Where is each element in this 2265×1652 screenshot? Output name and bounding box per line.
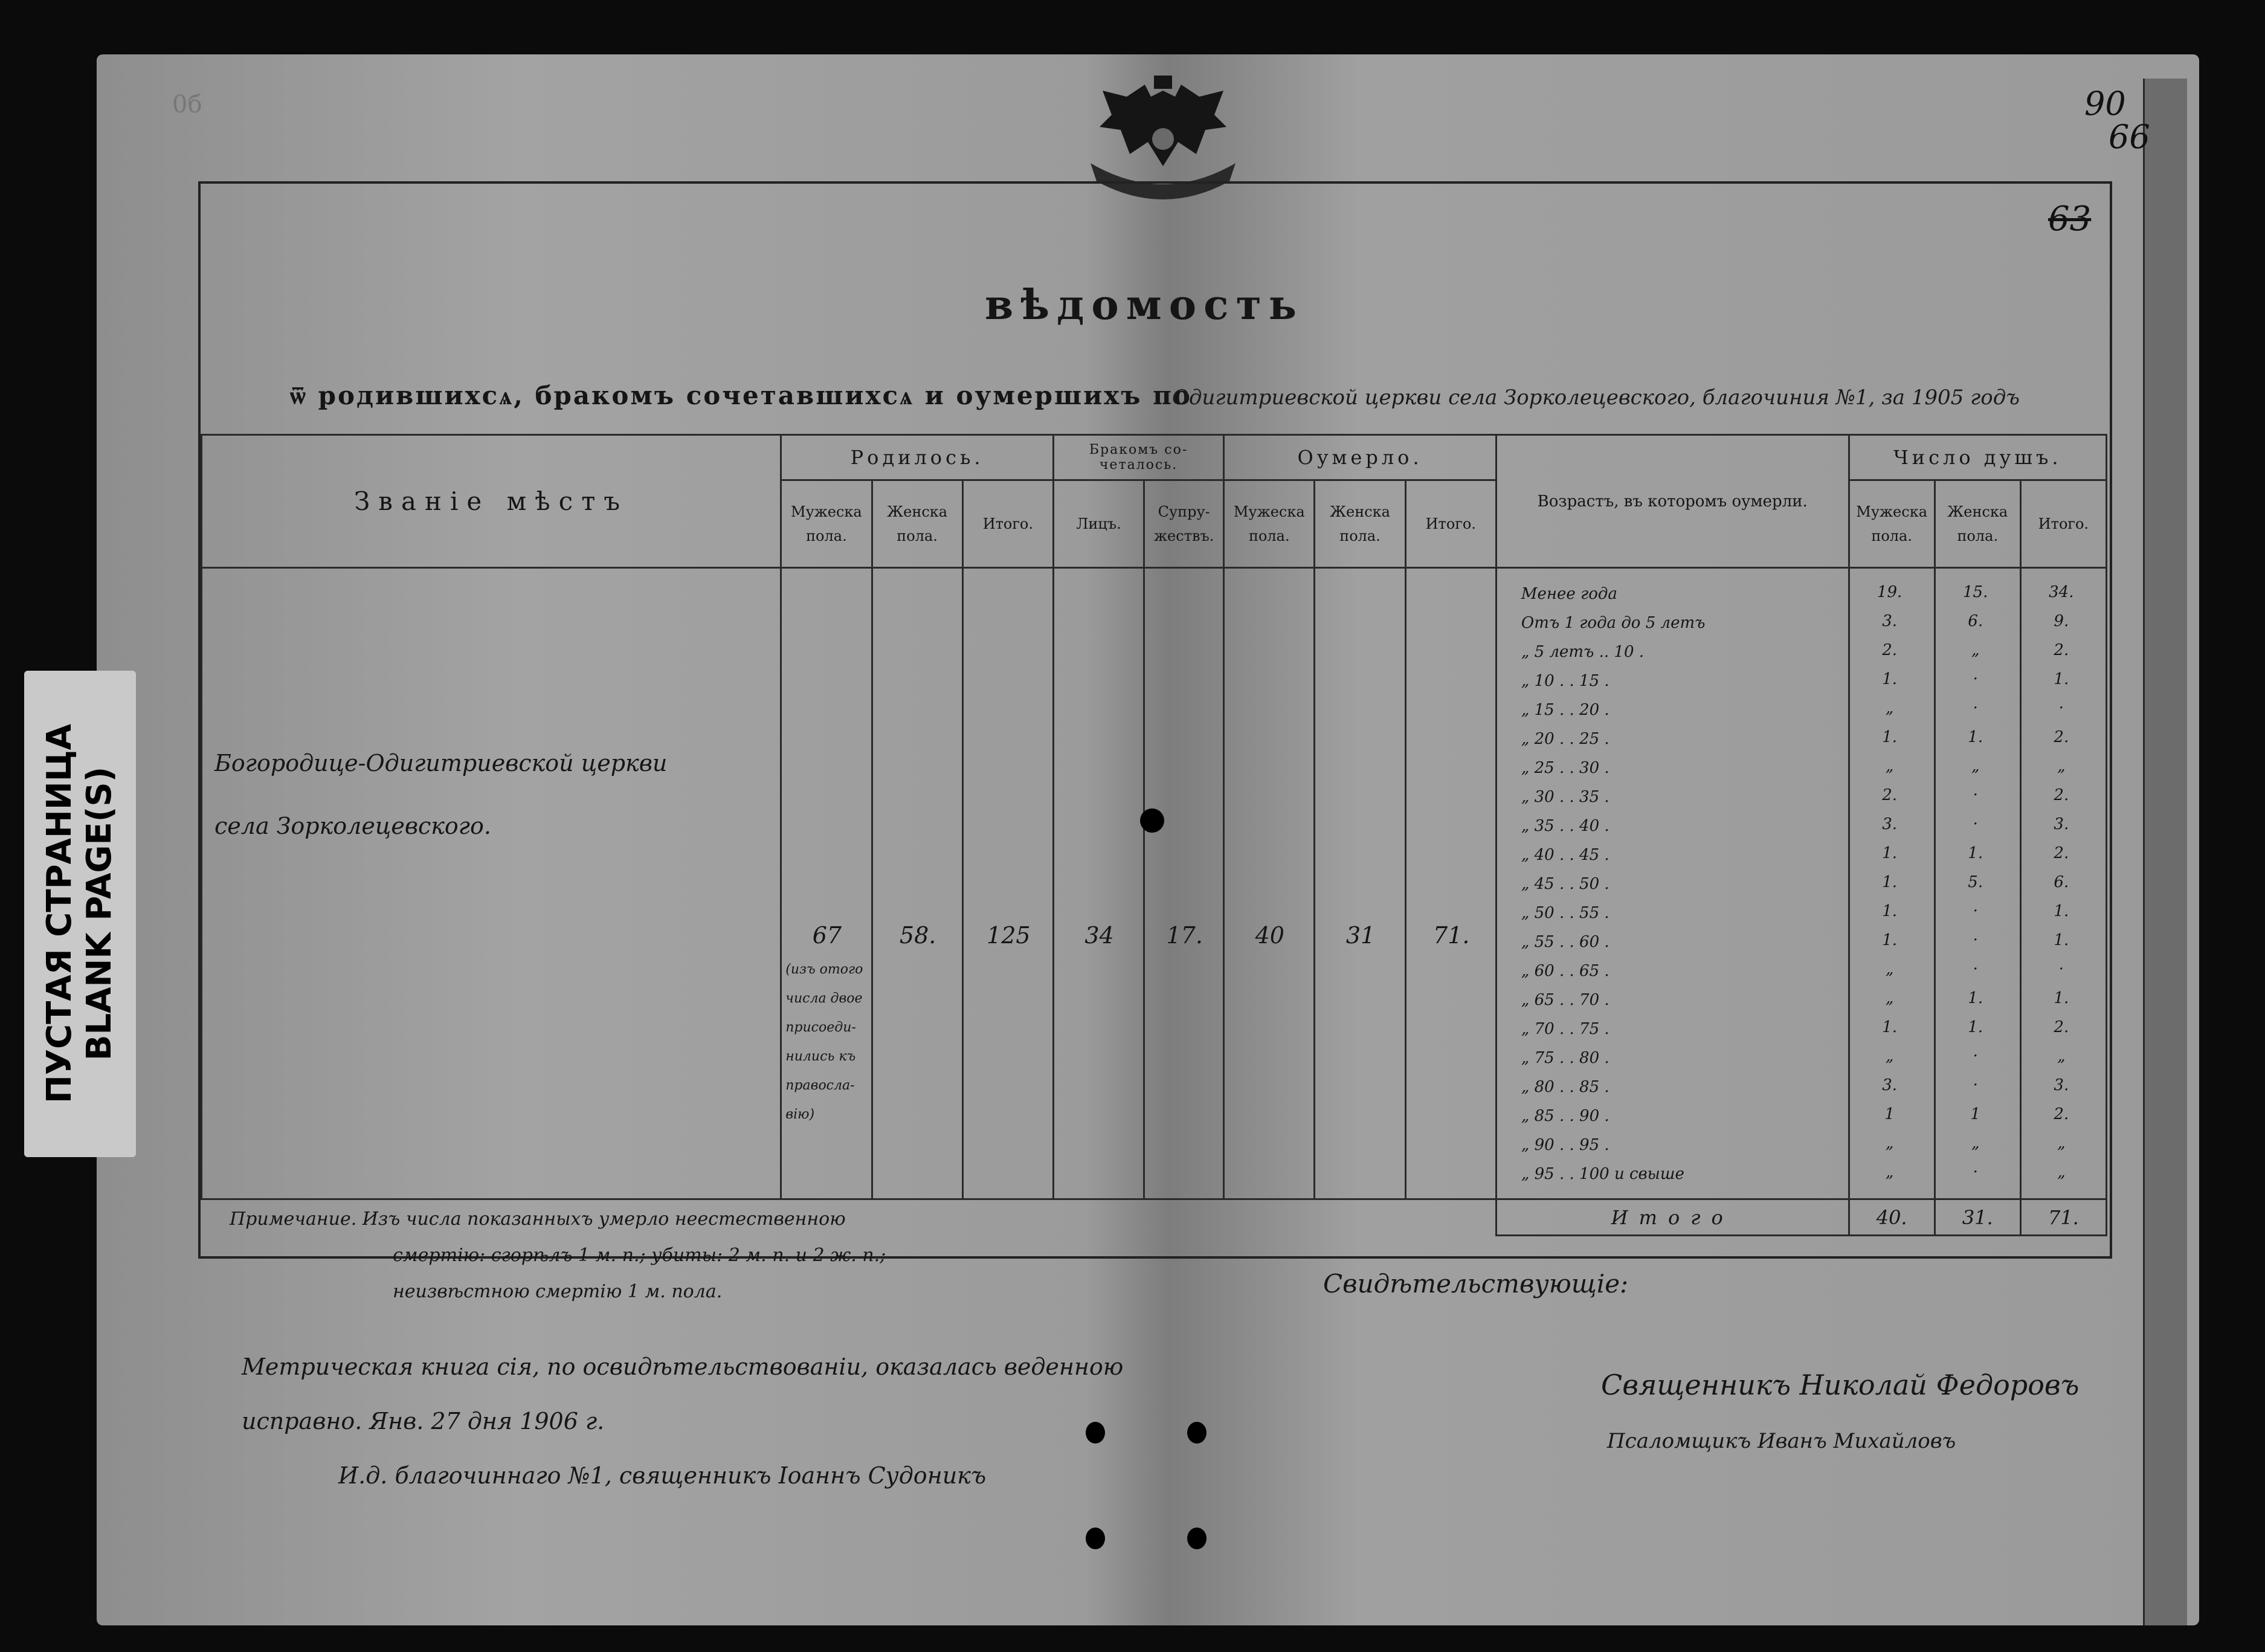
souls-value: „ — [1885, 960, 1894, 978]
age-cell — [1496, 568, 1849, 1199]
witness-label: Свидѣтельствующiе: — [1323, 1269, 1629, 1299]
souls-value: 3. — [1882, 612, 1897, 630]
register-table — [201, 434, 2107, 1236]
died-female-cell — [1315, 568, 1405, 1199]
marriages-cell — [1144, 568, 1224, 1199]
couples-cell — [1053, 568, 1144, 1199]
souls-value: „ — [2057, 1134, 2066, 1152]
archive-tab-line-ru: ПУСТАЯ СТРАНИЦА — [40, 723, 79, 1104]
souls-value: 1. — [2054, 989, 2069, 1007]
age-row — [1497, 986, 1848, 1015]
reader-signature: Псаломщикъ Иванъ Михайловъ — [1607, 1429, 1956, 1453]
born-male-cell — [781, 568, 872, 1199]
marriages-header: Супру-жествъ. — [1144, 480, 1224, 568]
souls-value: · — [2058, 960, 2064, 978]
souls-value: 3. — [2054, 815, 2069, 833]
archive-tab-label — [40, 724, 120, 1103]
souls-value: 3. — [2054, 1076, 2069, 1094]
binding-hole — [1187, 1422, 1207, 1444]
place-cell — [202, 568, 781, 1199]
binding-hole — [1140, 808, 1164, 833]
souls-value: 5. — [1968, 873, 1983, 891]
souls-value: 1. — [1968, 1018, 1983, 1036]
page-edge — [2143, 79, 2187, 1625]
born-header: Родилось. — [781, 435, 1054, 480]
souls-value: „ — [1885, 989, 1894, 1007]
died-total-cell — [1405, 568, 1496, 1199]
born-remark — [785, 955, 863, 1129]
died-female-value: 31 — [1345, 922, 1376, 949]
age-label: „ 85 . . 90 . — [1521, 1107, 1609, 1125]
born-total-cell — [962, 568, 1053, 1199]
couples-header: Лицъ. — [1053, 480, 1144, 568]
age-label: „ 45 . . 50 . — [1521, 875, 1609, 893]
age-row — [1497, 608, 1848, 637]
folio-crossed-number: 63 — [2048, 199, 2092, 239]
souls-value: 6. — [2054, 873, 2069, 891]
souls-value: 15. — [1963, 583, 1988, 601]
souls-total-header: Итого. — [2020, 480, 2106, 568]
souls-value: 2. — [2054, 1105, 2069, 1123]
remark-line: неизвѣстною смертію 1 м. пола. — [393, 1281, 723, 1302]
souls-value: 2. — [2054, 728, 2069, 746]
age-label: Менее года — [1521, 585, 1617, 603]
born-male-value: 67 — [812, 922, 842, 949]
document-heading: ѿ родившихсѧ, бракомъ сочетавшихсѧ и оумершихъ по — [290, 381, 1192, 410]
souls-value: · — [1973, 670, 1978, 688]
souls-value: „ — [1971, 641, 1980, 659]
age-row — [1497, 666, 1848, 695]
souls-header: Число душъ. — [1849, 435, 2106, 480]
souls-value: · — [1973, 902, 1978, 920]
souls-female-cell — [1935, 568, 2020, 1199]
born-total-value: 125 — [987, 922, 1031, 949]
age-label: „ 50 . . 55 . — [1521, 904, 1609, 922]
born-remark-line: (изъ отого — [785, 962, 863, 977]
souls-value: 1. — [1882, 902, 1897, 920]
souls-value: „ — [1885, 699, 1894, 717]
souls-value: 1. — [1882, 728, 1897, 746]
binding-hole — [1086, 1528, 1105, 1549]
souls-value: 2. — [2054, 641, 2069, 659]
age-row — [1497, 695, 1848, 724]
age-label: „ 75 . . 80 . — [1521, 1049, 1609, 1067]
age-row — [1497, 753, 1848, 782]
age-row — [1497, 724, 1848, 753]
souls-value: · — [1973, 1047, 1978, 1065]
binding-hole — [1187, 1528, 1207, 1549]
souls-value: „ — [1885, 1134, 1894, 1152]
souls-value: 2. — [2054, 844, 2069, 862]
age-label: „ 10 . . 15 . — [1521, 672, 1609, 690]
marriages-value: 17. — [1166, 922, 1203, 949]
souls-value: „ — [2057, 757, 2066, 775]
died-total-value: 71. — [1433, 922, 1470, 949]
place-line: Богородице-Одигитриевской церкви — [214, 750, 668, 776]
age-row — [1497, 1073, 1848, 1102]
souls-value: 1. — [1882, 873, 1897, 891]
souls-value: · — [1973, 1076, 1978, 1094]
born-total-header: Итого. — [962, 480, 1053, 568]
archive-tab-line-en: BLANK PAGE(S) — [80, 766, 119, 1061]
souls-value: · — [2058, 699, 2064, 717]
folio-old-number: 66 — [2109, 118, 2150, 156]
age-label: „ 55 . . 60 . — [1521, 933, 1609, 951]
souls-value: · — [1973, 815, 1978, 833]
souls-value: 1. — [2054, 670, 2069, 688]
age-label: „ 95 . . 100 и свыше — [1521, 1165, 1684, 1183]
souls-value: „ — [1885, 1163, 1894, 1181]
age-row — [1497, 1131, 1848, 1160]
age-label: „ 70 . . 75 . — [1521, 1020, 1609, 1038]
place-line: села Зорколецевского. — [214, 813, 491, 839]
age-label: „ 90 . . 95 . — [1521, 1136, 1609, 1154]
age-label: „ 15 . . 20 . — [1521, 701, 1609, 719]
died-male-header: Мужеска пола. — [1224, 480, 1315, 568]
souls-value: 6. — [1968, 612, 1983, 630]
age-label: „ 30 . . 35 . — [1521, 788, 1609, 806]
total-all: 71. — [2020, 1199, 2106, 1236]
souls-male-cell — [1849, 568, 1935, 1199]
age-label: „ 5 летъ .. 10 . — [1521, 643, 1645, 661]
age-row — [1497, 1102, 1848, 1131]
souls-value: „ — [1971, 757, 1980, 775]
born-female-cell — [872, 568, 962, 1199]
souls-value: 1. — [1882, 1018, 1897, 1036]
souls-value: 1. — [1968, 989, 1983, 1007]
age-row — [1497, 811, 1848, 841]
souls-value: · — [1973, 931, 1978, 949]
age-row — [1497, 928, 1848, 957]
souls-value: · — [1973, 960, 1978, 978]
certification-line: исправно. Янв. 27 дня 1906 г. — [242, 1408, 605, 1434]
souls-value: 2. — [1882, 786, 1897, 804]
souls-value: 2. — [2054, 786, 2069, 804]
born-remark-line: нились къ — [785, 1049, 856, 1064]
souls-value: · — [1973, 1163, 1978, 1181]
died-male-value: 40 — [1255, 922, 1284, 949]
souls-value: „ — [1885, 757, 1894, 775]
born-remark-line: присоеди- — [785, 1020, 856, 1035]
corner-mark: 0б — [172, 91, 202, 118]
age-row — [1497, 899, 1848, 928]
souls-female-header: Женска пола. — [1935, 480, 2020, 568]
priest-signature: Священникъ Николай Федоровъ — [1601, 1369, 2080, 1401]
souls-value: 2. — [2054, 1018, 2069, 1036]
age-header: Возрастъ, въ которомъ оумерли. — [1496, 435, 1849, 568]
age-label: „ 60 . . 65 . — [1521, 962, 1609, 980]
born-remark-line: вiю) — [785, 1107, 815, 1122]
folio-number: 90 — [2084, 85, 2126, 123]
age-row — [1497, 1044, 1848, 1073]
born-remark-line: правосла- — [785, 1078, 855, 1093]
place-text — [214, 732, 667, 857]
souls-value: „ — [2057, 1163, 2066, 1181]
souls-value: 1. — [1968, 728, 1983, 746]
parish-handwritten: Одигитриевской церкви села Зорколецевского, благочиния №1, за 1905 годъ — [1172, 386, 2020, 410]
died-male-cell — [1224, 568, 1315, 1199]
certification-line: Метрическая книга сiя, по освидѣтельствованiи, оказалась веденною — [242, 1354, 1124, 1380]
certification-signature: И.д. благочиннаго №1, священникъ Іоаннъ Судоникъ — [338, 1462, 987, 1489]
souls-value: 1. — [1882, 844, 1897, 862]
age-row — [1497, 870, 1848, 899]
souls-value: 3. — [1882, 1076, 1897, 1094]
age-row — [1497, 579, 1848, 608]
age-label: Отъ 1 года до 5 летъ — [1521, 614, 1706, 632]
born-male-header: Мужеска пола. — [781, 480, 872, 568]
age-label: „ 80 . . 85 . — [1521, 1078, 1609, 1096]
souls-value: 1. — [1882, 931, 1897, 949]
married-header: Бракомъ со-четалось. — [1053, 435, 1223, 480]
souls-value: 34. — [2049, 583, 2074, 601]
born-remark-line: числа двое — [785, 991, 863, 1006]
remark-line: Примечание. Изъ числа показанныхъ умерло неестественною — [230, 1208, 846, 1230]
died-female-header: Женска пола. — [1315, 480, 1405, 568]
souls-value: 1. — [2054, 902, 2069, 920]
souls-value: 3. — [1882, 815, 1897, 833]
total-male: 40. — [1849, 1199, 1935, 1236]
couples-value: 34 — [1084, 922, 1114, 949]
age-label: „ 65 . . 70 . — [1521, 991, 1609, 1009]
remark-line: смертію: сгорѣлъ 1 м. п.; убиты: 2 м. п. и 2 ж. п.; — [393, 1245, 886, 1266]
age-row — [1497, 782, 1848, 811]
totals-label: Итого — [1496, 1199, 1849, 1236]
souls-value: 1 — [1970, 1105, 1980, 1123]
souls-male-header: Мужеска пола. — [1849, 480, 1935, 568]
souls-value: 1 — [1884, 1105, 1895, 1123]
born-female-value: 58. — [899, 922, 936, 949]
souls-value: 2. — [1882, 641, 1897, 659]
age-row — [1497, 957, 1848, 986]
souls-total-cell — [2020, 568, 2106, 1199]
died-header: Оумерло. — [1224, 435, 1497, 480]
age-row — [1497, 637, 1848, 666]
souls-value: 1. — [1968, 844, 1983, 862]
age-row — [1497, 841, 1848, 870]
souls-value: „ — [1971, 1134, 1980, 1152]
document-title: вѣдомость — [985, 281, 1304, 329]
age-label: „ 40 . . 45 . — [1521, 846, 1609, 864]
souls-value: 1. — [2054, 931, 2069, 949]
place-header: Званіе мѣстъ — [202, 435, 781, 568]
age-row — [1497, 1160, 1848, 1189]
age-label: „ 35 . . 40 . — [1521, 817, 1609, 835]
binding-hole — [1086, 1422, 1105, 1444]
souls-value: 1. — [1882, 670, 1897, 688]
souls-value: „ — [1885, 1047, 1894, 1065]
souls-value: 19. — [1877, 583, 1903, 601]
total-female: 31. — [1935, 1199, 2020, 1236]
age-label: „ 20 . . 25 . — [1521, 730, 1609, 748]
souls-value: · — [1973, 699, 1978, 717]
souls-value: · — [1973, 786, 1978, 804]
age-label: „ 25 . . 30 . — [1521, 759, 1609, 777]
souls-value: „ — [2057, 1047, 2066, 1065]
age-row — [1497, 1015, 1848, 1044]
died-total-header: Итого. — [1405, 480, 1496, 568]
born-female-header: Женска пола. — [872, 480, 962, 568]
souls-value: 9. — [2054, 612, 2069, 630]
